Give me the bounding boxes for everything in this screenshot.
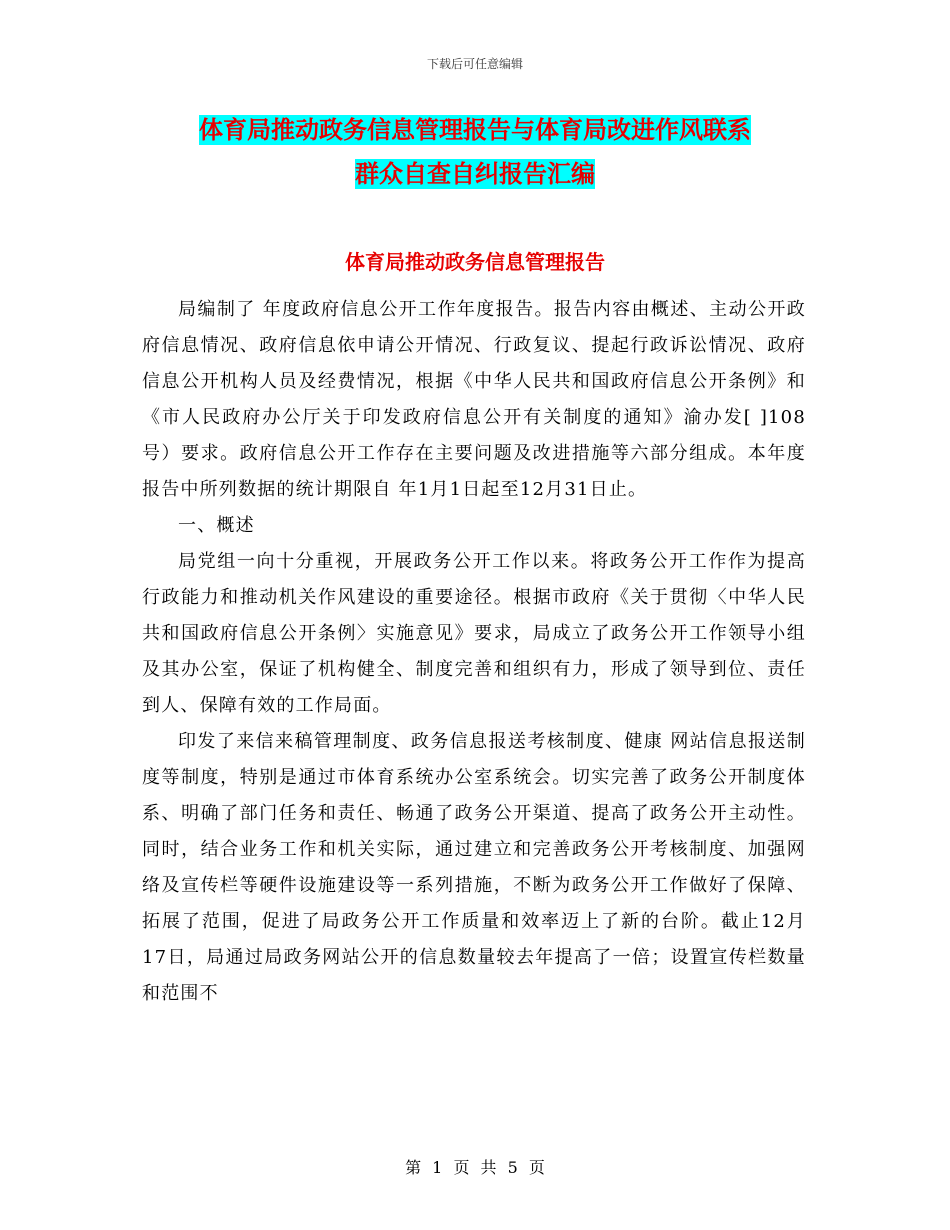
paragraph-intro: 局编制了 年度政府信息公开工作年度报告。报告内容由概述、主动公开政府信息情况、政府信息依申请公开情况、行政复议、提起行政诉讼情况、政府信息公开机构人员及经费情况，根据《中华人民共和国政府信息公开条例》和《市人民政府办公厅关于印发政府信息公开有关制度的通知》渝办发[ ]108号）要求。政府信息公开工作存在主要问题及改进措施等六部分组成。本年度报告中所列数据的统计期限自 年1月1日起至12月31日止。 (142, 299, 806, 500)
header-note: 下载后可任意编辑 (426, 57, 523, 71)
paragraph-measures: 印发了来信来稿管理制度、政务信息报送考核制度、健康 网站信息报送制度等制度，特别是通过市体育系统办公室系统会。切实完善了政务公开制度体系、明确了部门任务和责任、畅通了政务公开渠道、提高了政务公开主动性。同时，结合业务工作和机关实际，通过建立和完善政务公开考核制度、加强网络及宣传栏等硬件设施建设等一系列措施，不断为政务公开工作做好了保障、拓展了范围，促进了局政务公开工作质量和效率迈上了新的台阶。截止12月17日，局通过局政务网站公开的信息数量较去年提高了一倍；设置宣传栏数量和范围不 (142, 731, 806, 1004)
document-title-line-1: 体育局推动政务信息管理报告与体育局改进作风联系 (199, 116, 751, 144)
document-title (142, 108, 808, 196)
paragraph-overview: 局党组一向十分重视，开展政务公开工作以来。将政务公开工作作为提高行政能力和推动机关作风建设的重要途径。根据市政府《关于贯彻〈中华人民共和国政府信息公开条例〉实施意见》要求，局成立了政务公开工作领导小组及其办公室，保证了机构健全、制度完善和组织有力，形成了领导到位、责任到人、保障有效的工作局面。 (142, 551, 806, 716)
paragraph-heading-overview: 一、概述 (178, 515, 255, 536)
page-footer: 第 1 页 共 5 页 (405, 1158, 545, 1177)
document-body (142, 292, 806, 1012)
section-title: 体育局推动政务信息管理报告 (345, 250, 605, 274)
document-title-line-2: 群众自查自纠报告汇编 (355, 160, 595, 188)
